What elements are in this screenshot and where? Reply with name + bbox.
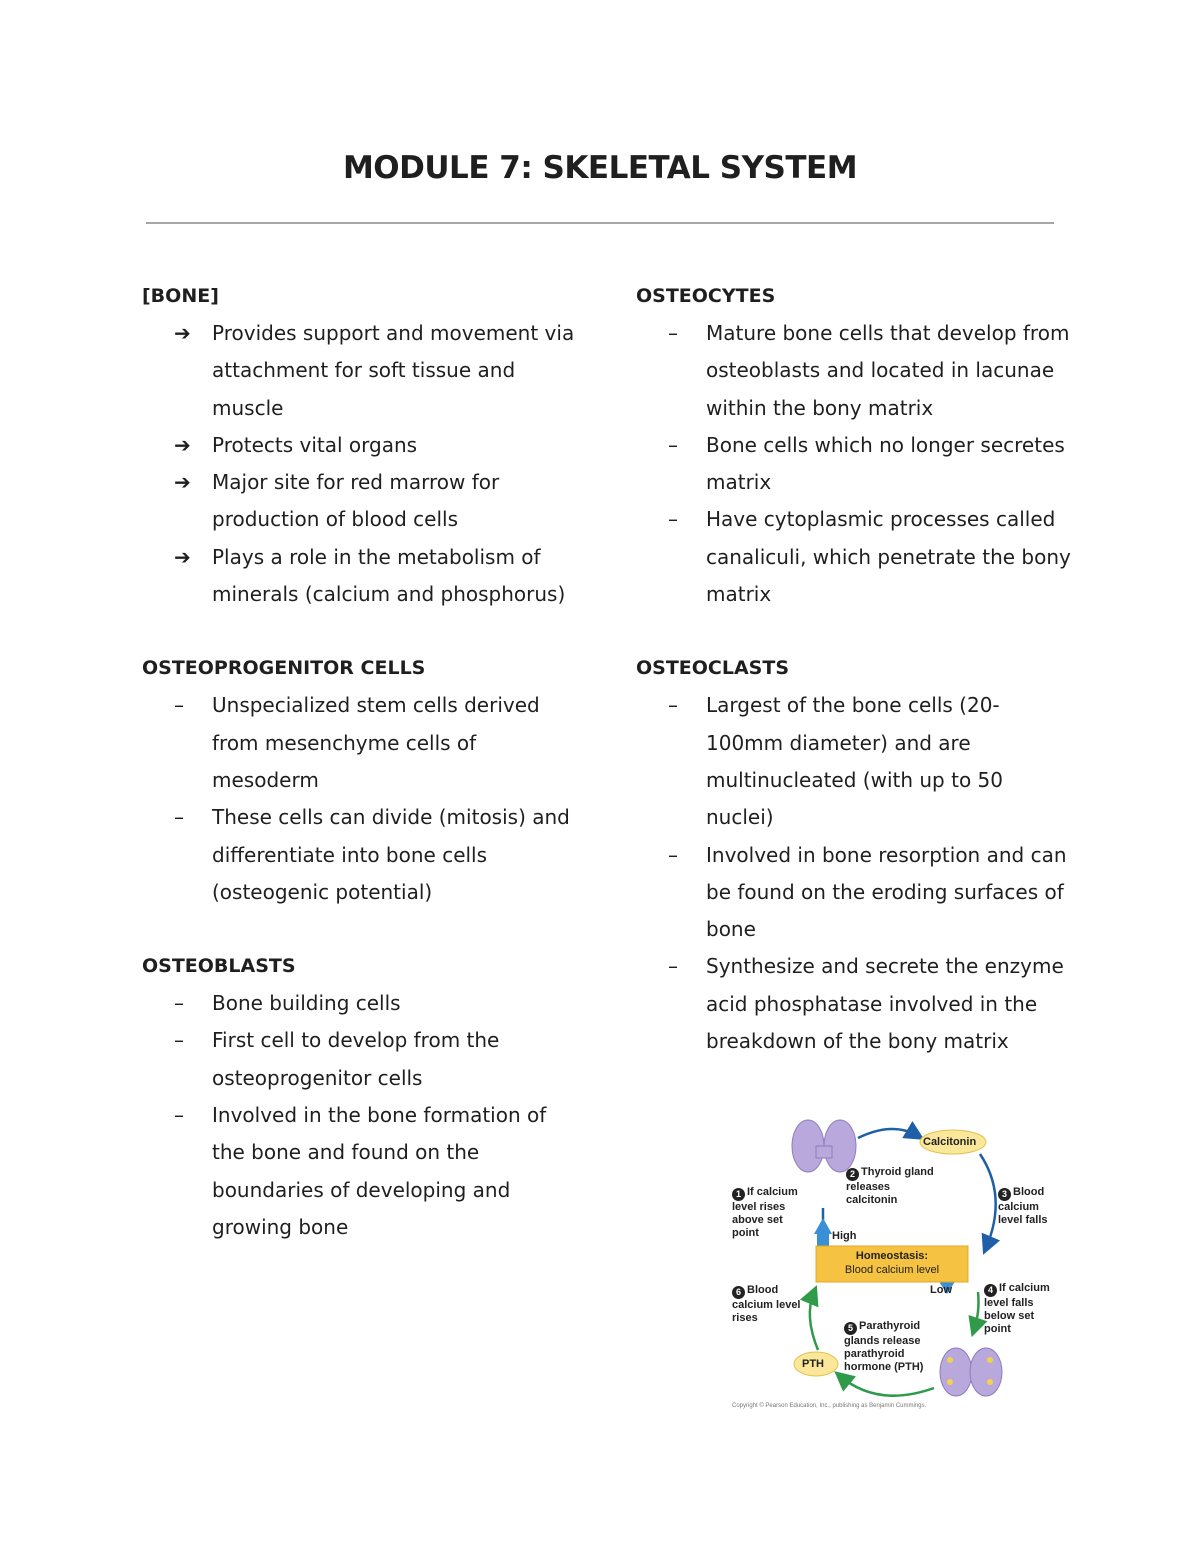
step-1-label: 1 If calcium level rises above set point bbox=[732, 1186, 798, 1239]
osteoblasts-list bbox=[142, 985, 582, 1246]
bone-list bbox=[142, 315, 582, 613]
calcium-homeostasis-figure bbox=[728, 1116, 1064, 1416]
osteoprogenitor-list bbox=[142, 687, 582, 911]
dash-marker: – bbox=[174, 693, 184, 718]
dash-marker: – bbox=[668, 432, 678, 457]
osteoclasts-section bbox=[636, 650, 1076, 1060]
list-item: ➔ Protects vital organs bbox=[142, 427, 582, 464]
dash-marker: – bbox=[174, 1103, 184, 1128]
list-item: – Largest of the bone cells (20-100mm diameter) and are multinucleated (with up to 50 nuclei) bbox=[636, 687, 1076, 836]
osteocytes-section bbox=[636, 278, 1076, 613]
step-6-label: 6 Blood calcium level rises bbox=[732, 1284, 801, 1324]
list-item: – Mature bone cells that develop from osteoblasts and located in lacunae within the bony matrix bbox=[636, 315, 1076, 427]
osteoclasts-list bbox=[636, 687, 1076, 1060]
low-label: Low bbox=[930, 1284, 952, 1296]
osteoprogenitor-section bbox=[142, 650, 582, 911]
list-item: ➔ Major site for red marrow for production of blood cells bbox=[142, 464, 582, 539]
page-title: MODULE 7: SKELETAL SYSTEM bbox=[342, 150, 858, 186]
dash-marker: – bbox=[668, 321, 678, 345]
calcitonin-label: Calcitonin bbox=[923, 1136, 977, 1148]
osteocytes-heading: OSTEOCYTES bbox=[636, 285, 776, 307]
dash-marker: – bbox=[668, 693, 678, 718]
list-item: – Unspecialized stem cells derived from mesenchyme cells of mesoderm bbox=[142, 687, 582, 799]
osteoclasts-heading: OSTEOCLASTS bbox=[636, 657, 790, 680]
arrow-marker: ➔ bbox=[174, 544, 191, 569]
pth-label: PTH bbox=[802, 1358, 824, 1370]
bone-section bbox=[142, 278, 582, 613]
step-2-label: 2 Thyroid gland releases calcitonin bbox=[846, 1166, 934, 1206]
list-item: – Synthesize and secrete the enzyme acid phosphatase involved in the breakdown of the bony matrix bbox=[636, 948, 1076, 1060]
list-item: – Bone cells which no longer secretes matrix bbox=[636, 427, 1076, 502]
arrow-marker: ➔ bbox=[174, 432, 191, 457]
list-item: ➔ Provides support and movement via attachment for soft tissue and muscle bbox=[142, 315, 582, 427]
left-column bbox=[142, 278, 582, 1246]
osteocytes-list bbox=[636, 315, 1076, 613]
step-5-label: 5 Parathyroid glands release parathyroid hormone (PTH) bbox=[844, 1320, 924, 1373]
step-4-label: 4 If calcium level falls below set point bbox=[984, 1282, 1050, 1335]
osteoblasts-section bbox=[142, 948, 582, 1246]
dash-marker: – bbox=[174, 991, 184, 1016]
homeostasis-subtitle: Blood calcium level bbox=[844, 1264, 940, 1276]
list-item: – Bone building cells bbox=[142, 985, 582, 1022]
parathyroid-gland-icon bbox=[940, 1348, 1002, 1396]
dash-marker: – bbox=[668, 507, 678, 532]
osteoblasts-heading: OSTEOBLASTS bbox=[142, 955, 296, 978]
list-item: – Involved in the bone formation of the bone and found on the boundaries of developing and growing bone bbox=[142, 1097, 582, 1246]
figure-copyright: Copyright © Pearson Education, Inc., publishing as Benjamin Cummings. bbox=[732, 1403, 927, 1409]
bone-heading: [BONE] bbox=[142, 285, 219, 307]
thyroid-gland-icon bbox=[792, 1120, 856, 1172]
high-label: High bbox=[832, 1230, 857, 1242]
dash-marker: – bbox=[668, 842, 678, 867]
arrow-marker: ➔ bbox=[174, 470, 191, 495]
list-item: – First cell to develop from the osteoprogenitor cells bbox=[142, 1022, 582, 1097]
osteoprogenitor-heading: OSTEOPROGENITOR CELLS bbox=[142, 657, 426, 680]
dash-marker: – bbox=[668, 954, 678, 979]
dash-marker: – bbox=[174, 1028, 184, 1053]
homeostasis-title: Homeostasis: bbox=[855, 1250, 929, 1262]
title-divider bbox=[146, 222, 1054, 224]
dash-marker: – bbox=[174, 805, 184, 830]
list-item: – These cells can divide (mitosis) and differentiate into bone cells (osteogenic potential) bbox=[142, 799, 582, 911]
right-column bbox=[636, 278, 1076, 1060]
list-item: – Have cytoplasmic processes called canaliculi, which penetrate the bony matrix bbox=[636, 501, 1076, 613]
list-item: ➔ Plays a role in the metabolism of minerals (calcium and phosphorus) bbox=[142, 539, 582, 614]
list-item: – Involved in bone resorption and can be found on the eroding surfaces of bone bbox=[636, 837, 1076, 949]
arrow-marker: ➔ bbox=[174, 321, 191, 345]
step-3-label: 3 Blood calcium level falls bbox=[998, 1186, 1048, 1226]
